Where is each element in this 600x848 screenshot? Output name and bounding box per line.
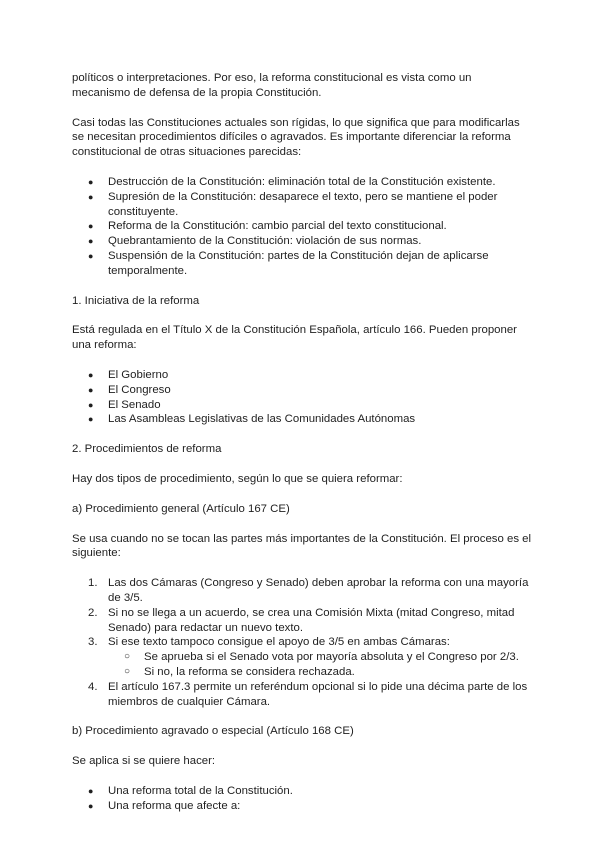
step-number: 4. [88,680,98,693]
step-text: Si ese texto tampoco consigue el apoyo de 3/5 en ambas Cámaras: [108,636,450,649]
list-item [72,635,532,679]
list-item: ● Una reforma que afecte a: [72,799,532,814]
general-procedure-text: Se usa cuando no se tocan las partes más importantes de la Constitución. El proceso es el siguiente: [72,532,532,560]
sub-list [108,650,532,680]
proposers-list [72,368,532,427]
list-item [72,606,532,636]
section-1-text: Está regulada en el Título X de la Constitución Española, artículo 166. Pueden proponer una reforma: [72,324,517,352]
list-item: ● El Congreso [72,383,532,398]
section-2-text: Hay dos tipos de procedimiento, según lo que se quiera reformar: [72,472,403,485]
list-item: ● Supresión de la Constitución: desaparece el texto, pero se mantiene el poder constituyente. [72,190,532,220]
situations-list [72,175,532,279]
list-item: ● El Senado [72,398,532,413]
step-text: Las dos Cámaras (Congreso y Senado) deben aprobar la reforma con una mayoría de 3/5. [108,577,529,604]
section-1-heading: 1. Iniciativa de la reforma [72,294,200,307]
section-2-heading: 2. Procedimientos de reforma [72,443,222,456]
step-number: 2. [88,606,98,619]
step-text: Si no se llega a un acuerdo, se crea una Comisión Mixta (mitad Congreso, mitad Senado) para redactar un nuevo texto. [108,606,515,634]
list-item: ● Reforma de la Constitución: cambio parcial del texto constitucional. [72,219,532,234]
aggravated-procedure-text: Se aplica si se quiere hacer: [72,755,216,768]
general-procedure-steps [72,576,532,709]
list-item: ● Suspensión de la Constitución: partes de la Constitución dejan de aplicarse temporalmente. [72,249,532,279]
document-body [72,71,532,828]
step-number: 1. [88,577,98,590]
list-item: ● Las Asambleas Legislativas de las Comunidades Autónomas [72,412,532,427]
list-item: ● Destrucción de la Constitución: eliminación total de la Constitución existente. [72,175,532,190]
list-item: ● Quebrantamiento de la Constitución: violación de sus normas. [72,234,532,249]
step-text: El artículo 167.3 permite un referéndum opcional si lo pide una décima parte de los miembros de cualquier Cámara. [108,680,528,708]
list-item: ● Una reforma total de la Constitución. [72,784,532,799]
intro-paragraph: políticos o interpretaciones. Por eso, la reforma constitucional es vista como un mecanismo de defensa de la propia Constitución. [72,72,472,99]
list-item: ● El Gobierno [72,368,532,383]
aggravated-procedure-heading: b) Procedimiento agravado o especial (Artículo 168 CE) [72,725,354,738]
step-number: 3. [88,636,98,649]
rigid-constitutions-paragraph: Casi todas las Constituciones actuales son rígidas, lo que significa que para modificarlas se necesitan procedimientos difíciles o agravados. Es importante diferenciar la reforma constitucional de otras situaciones parecidas: [72,116,520,159]
list-item [72,680,532,710]
sub-list-item: ○ Se aprueba si el Senado vota por mayoría absoluta y el Congreso por 2/3. [108,650,532,665]
aggravated-items-list [72,784,532,814]
general-procedure-heading: a) Procedimiento general (Artículo 167 CE) [72,502,290,515]
list-item [72,576,532,606]
sub-list-item: ○ Si no, la reforma se considera rechazada. [108,665,532,680]
